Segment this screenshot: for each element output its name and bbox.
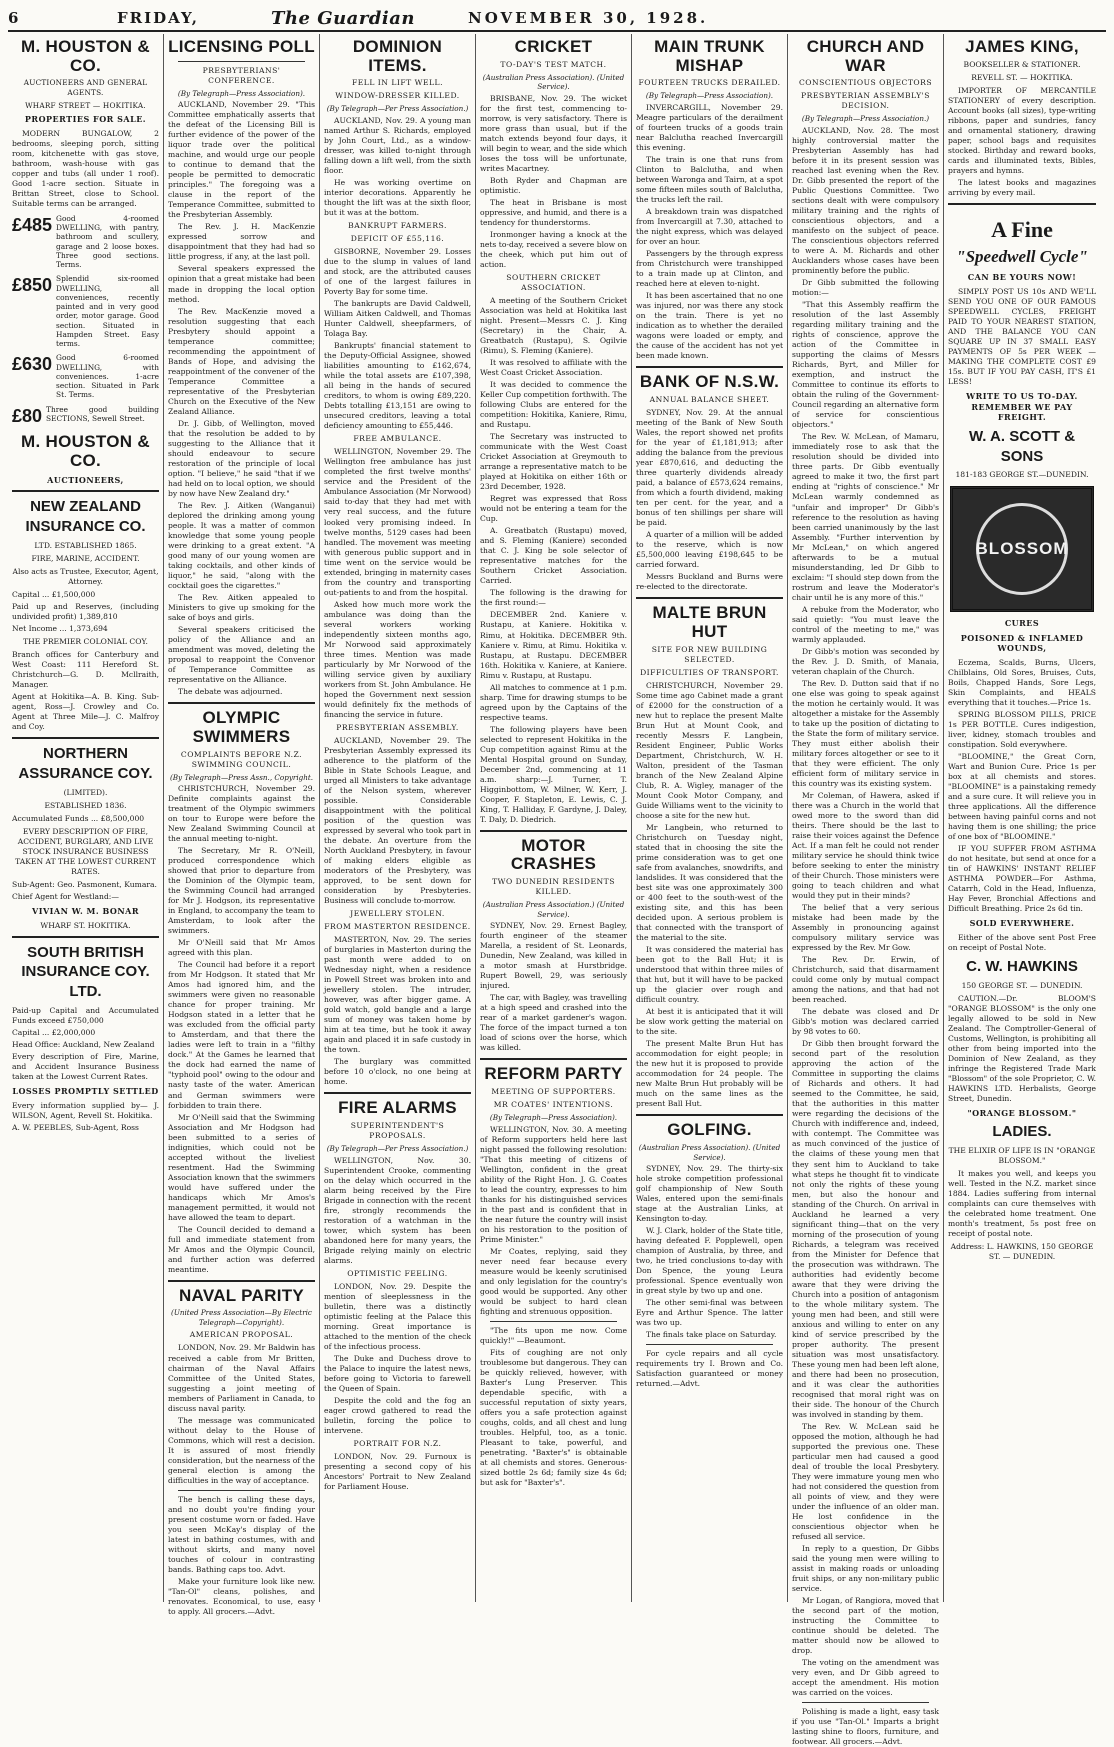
ad-display-title: A Fine xyxy=(991,216,1053,242)
article-paragraph: The burglary was committed before 10 o'clock, no one being at home. xyxy=(324,1057,471,1087)
article-paragraph: The Council had before it a report from Mr Hodgson. It stated that Mr Amos had ignored him, and the swimmers were given no reasonable chance for proper training. Mr Hodgson stated in a letter that he was excluded from the official party to Amsterdam, and that there the ladies were left to train in a "filthy dock." At the Games he learned that the dock had earned the name of "typhoid pool" owing to the odour and nasty taste of the water. American and German swimmers were forbidden to train there. xyxy=(168,960,315,1110)
article-paragraph: A breakdown train was dispatched from Invercargill at 7.30, attached to the night express, which was delayed for over an hour. xyxy=(636,207,783,247)
ad-line: REVELL ST. — HOKITIKA. xyxy=(971,72,1073,82)
article-paragraph: WELLINGTON, Nov. 30. Superintendent Crooke, commenting on the delay which occurred in the alarm being received by the Fire Brigade in connection with the recent fire, strongly recommends the restoration of a watchman in the tower, which system has been abandoned here for many years, the Brigade relying mainly on electric alarms. xyxy=(324,1155,471,1265)
ad-line: LTD. ESTABLISHED 1865. xyxy=(34,540,137,550)
article-paragraph: Mr Logan, of Rangiora, moved that the second part of the motion, instructing the Committee to continue should be deleted. The matter should now be allowed to drop. xyxy=(792,1596,939,1656)
logo-text: BLOSSOM xyxy=(975,539,1069,559)
article-paragraph: The Rev. D. Dutton said that if no one else was going to speak against the motion he certainly would. It was altogether a mistake for the Assembly to take up the position of dictating to the State the form of military service. They must either abolish their military forces altogether or see to it that they were efficient. The only efficient form of military service in this country was its existing system. xyxy=(792,678,939,788)
price-description: Good 6-roomed DWELLING, with conveniences. 1-acre section. Situated in Park St. Terms. xyxy=(56,353,159,400)
article-paragraph: W. J. Clark, holder of the State title, having defeated F. Popplewell, open champion of Australia, by three, and two, he tried conclusions to-day with Don Spence, the young Leura professional. Spence eventually won in great style by two up and one. xyxy=(636,1226,783,1296)
advertisement-text: Fits of coughing are not only troublesome but dangerous. They can be quickly relieved, however, with Baxter's Lung Preserver. This dependable specific, with a successful reputation of sixty years, offers you a safe protection against coughs, colds, and all chest and lung troubles. Helpful, too, as a tonic. Pleasant to take, powerful, and penetrating. "Baxter's" is obtainable at all chemists and stores. Generous-sized bottle 2s 6d; family size 4s 6d; but ask for "Baxter's". xyxy=(480,1347,627,1488)
ad-line: Also acts as Trustee, Executor, Agent, Attorney. xyxy=(12,566,159,586)
credit-line: (By Telegraph—Per Press Association.) xyxy=(326,1144,469,1154)
page-number: 6 xyxy=(8,9,19,27)
article-paragraph: Dr. J. Gibb, of Wellington, moved that the resolution be added to by suggesting to the Alliance that it should endeavour to secure restoration of the principle of local option. "I believe," he said "that if we had held on to local option, we should by now have New Zealand dry." xyxy=(168,418,315,498)
logo-ring xyxy=(976,503,1068,595)
article-paragraph: The voting on the amendment was very even, and Dr Gibb agreed to accept the amendment. His motion was carried on the voices. xyxy=(792,1658,939,1698)
article-paragraph: SYDNEY, Nov. 29. The thirty-six hole stroke competition professional golf championship of New South Wales, entered upon the semi-finals stage at the Australian Links, at Kensington to-day. xyxy=(636,1164,783,1224)
ad-line: ESTABLISHED 1836. xyxy=(44,800,127,810)
price-description: Good 4-roomed DWELLING, with pantry, bathroom and scullery, garage and 2 loose boxes. Three good sections. Terms. xyxy=(56,213,159,270)
advertisement-text: "The fits upon me now. Come quickly!" —Beaumont. xyxy=(480,1325,627,1345)
insurance-title: NEW ZEALAND INSURANCE CO. xyxy=(25,498,146,536)
article-paragraph: Asked how much more work the ambulance was doing than the several workers working independently sixteen months ago, Mr Norwood said approximately three times. Mention was made particularly by Mr Norwood of the willing service given by auxiliary workers from St. John Ambulance. He hoped the Government next session would definitely fix the methods of financing the service in future. xyxy=(324,599,471,719)
article-paragraph: Mr Coleman, of Hawera, asked if there was a Church in the world that owed more to the sword than did theirs. There should be the last to raise their voices against the Defence Act. If a man felt he could not render military service he should think twice before seeking to enter the ministry of their Church. Those ministers were going to teach children and what would they put in their minds? xyxy=(792,790,939,901)
subheading: DEFICIT OF £55,116. xyxy=(350,234,445,244)
ad-line: AUCTIONEERS, xyxy=(47,474,124,485)
ad-firm-title: M. HOUSTON & CO. xyxy=(21,37,150,75)
subheading: MEETING OF SUPPORTERS. xyxy=(491,1087,616,1097)
ad-line: WHARF STREET — HOKITIKA. xyxy=(25,100,146,110)
article-paragraph: He was working overtime on interior decorations. Apparently he thought the lift was at the sixth floor, but it was at the bottom. xyxy=(324,178,471,218)
divider xyxy=(802,1702,929,1703)
subheading: ANNUAL BALANCE SHEET. xyxy=(649,394,770,404)
column-4-news xyxy=(476,34,632,1602)
article-paragraph: SYDNEY, Nov. 29. Ernest Bagley, fourth engineer of the steamer Marella, a resident of St. Leonards, Dunedin, New Zealand, was killed in a motor smash at Hurstbridge. Rupert Bowell, 29, was seriously injured. xyxy=(480,921,627,991)
article-paragraph: "That this Assembly reaffirm the resolution of the last Assembly regarding military training and the rights of conscience, approve the action of the Committee in supporting the claims of Messrs Richards, Byrt, and Miller for exemption, and instruct the Committee to continue its efforts to obtain the ruling of the Government-Council regarding an alternative form of service for conscientious objectors." xyxy=(792,300,939,430)
ad-text: Agent at Hokitika—A. B. King. Sub-agent, Ross—J. Crowley and Co. Agent at Three Mile—J. C. Malfroy and Coy. xyxy=(12,692,159,732)
article-paragraph: Several speakers criticised the policy of the Alliance and an amendment was moved, deleting the proposal to reappoint the Convenor of Temperance Committee as representative on the Alliance. xyxy=(168,625,315,685)
subheading: BANKRUPT FARMERS. xyxy=(348,221,447,231)
divider xyxy=(636,597,783,599)
column-2-news xyxy=(164,34,320,1616)
ad-line: CURES xyxy=(1004,618,1040,629)
credit-line: (By Telegraph—Press Association). xyxy=(177,88,306,98)
ad-text: MODERN BUNGALOW, 2 bedrooms, sleeping porch, sitting room, kitchenette with gas stove, bathroom, wash-house with gas copper and tubs (all under 1 roof). Good 1-acre section. Situate in Brittan Street, close to School. Suitable terms can be arranged. xyxy=(12,128,159,208)
divider xyxy=(12,490,159,492)
advertisement-text: Make your furniture look like new. "Tan-Ol" cleans, polishes, and renovates. Economical, to use, easy to apply. All grocers.—Advt. xyxy=(168,1576,315,1616)
divider xyxy=(636,1114,783,1116)
ad-text: SPRING BLOSSOM PILLS, PRICE 1s PER BOTTLE. Cures indigestion, liver, kidney, stomach troubles and constipation. Sold everywhere. xyxy=(948,710,1096,750)
ad-line: (LIMITED). xyxy=(63,787,108,797)
headline: BANK OF N.S.W. xyxy=(639,372,780,392)
masthead xyxy=(8,6,1106,32)
article-paragraph: A. Greatbatch (Rustapu) moved, and S. Fleming (Kaniere) seconded that C. J. King be sole selector of representative matches for the Southern Cricket Association. Carried. xyxy=(480,526,627,586)
article-paragraph: Both Ryder and Chapman are optimistic. xyxy=(480,175,627,195)
ad-text: Every description of Fire, Marine, and Accident Insurance Business taken at the Lowest Current Rates. xyxy=(12,1051,159,1081)
price: £630 xyxy=(12,354,53,375)
article-paragraph: A meeting of the Southern Cricket Association was held at Hokitika last night. Present—Messrs C. J. King (Secretary) in the Chair, A. Greatbatch (Rustapu), S. Ogilvie (Rimu), S. Fleming (Kaniere). xyxy=(480,296,627,356)
price: £80 xyxy=(12,405,43,426)
subheading: SOUTHERN CRICKET ASSOCIATION. xyxy=(506,272,601,292)
article-paragraph: The Rev. Aitken appealed to Ministers to give up smoking for the sake of boys and girls. xyxy=(168,592,315,622)
divider xyxy=(490,1321,617,1322)
article-paragraph: INVERCARGILL, November 29. Meagre particulars of the derailment of fourteen trucks of a goods train near Balclutha reached Invercargill this evening. xyxy=(636,102,783,152)
ad-line: CAN BE YOURS NOW! xyxy=(967,272,1077,283)
ad-line: "ORANGE BLOSSOM." xyxy=(967,1107,1077,1118)
ad-line: WHARF ST. HOKITIKA. xyxy=(40,920,131,930)
columns xyxy=(8,34,1106,1747)
ad-text: Sub-Agent: Geo. Pasmonent, Kumara. xyxy=(12,879,157,889)
divider xyxy=(178,61,305,62)
article-paragraph: The Rev. Dr. Erwin, of Christchurch, said that disarmament could come only by mutual compact among the nations, and that had not been reached. xyxy=(792,955,939,1005)
ad-text: Accumulated Funds ... £8,500,000 xyxy=(12,813,145,823)
price: £850 xyxy=(12,275,53,296)
credit-line: (Australian Press Association.) (United Service). xyxy=(482,900,625,919)
ad-text: Net Income ... 1,373,694 xyxy=(12,624,108,634)
ad-line: BOOKSELLER & STATIONER. xyxy=(963,59,1081,69)
ad-text: Paid up and Reserves, (including undivided profit) 1,389,810 xyxy=(12,602,159,622)
headline: MAIN TRUNK MISHAP xyxy=(654,37,765,75)
ad-line: 181-183 GEORGE ST.—DUNEDIN. xyxy=(955,470,1089,480)
advertisement-text: Polishing is made a light, easy task if you use "Tan-Ol." Imparts a bright lasting shine to floors, furniture, and footwear. All grocers.—Advt. xyxy=(792,1707,939,1747)
divider xyxy=(324,1092,471,1094)
column-1-ads xyxy=(8,34,164,1602)
article-paragraph: Passengers by the through express from Christchurch were transhipped to a train made up at Clinton, and reached here at eleven to-night. xyxy=(636,249,783,289)
subheading: COMPLAINTS BEFORE N.Z. SWIMMING COUNCIL. xyxy=(180,749,303,769)
divider xyxy=(168,1280,315,1282)
subheading: FELL IN LIFT WELL. xyxy=(351,78,443,88)
article-paragraph: The debate was adjourned. xyxy=(178,687,283,697)
subheading: CONSCIENTIOUS OBJECTORS xyxy=(798,78,933,88)
article-paragraph: The heat in Brisbane is most oppressive, and humid, and there is a tendency for thunderstorms. xyxy=(480,197,627,227)
ad-firm-title: JAMES KING, xyxy=(965,37,1079,56)
blossom-logo xyxy=(950,486,1094,612)
article-paragraph: WELLINGTON, November 29. The Wellington free ambulance has just completed the first twelve months' service and the President of the Ambulance Association (Mr Norwood) said to-day that they had met with very real success, and the future looked very promising indeed. In twelve months, 5129 cases had been handled. The movement was meeting with generous public support and in time went on the service would be extended, bringing in maternity cases from the country and transporting out-patients to and from the hospital. xyxy=(324,447,471,597)
ad-text: Paid-up Capital and Accumulated Funds exceed £750,000 xyxy=(12,1005,159,1025)
article-paragraph: The train is one that runs from Clinton to Balclutha, and when between Waronga and Tairn, at a spot some fifteen miles south of Balclutha, the trucks left the rail. xyxy=(636,154,783,205)
insurance-title: SOUTH BRITISH INSURANCE COY. LTD. xyxy=(21,943,150,1001)
ad-text: Eczema, Scalds, Burns, Ulcers, Chilblains, Old Sores, Bruises, Cuts, Boils, Chapped Hands, Sore Legs, Skin Complaints, and HEALS everything that it touches.—Price 1s. xyxy=(948,657,1096,708)
subheading: JEWELLERY STOLEN. xyxy=(350,909,445,919)
article-paragraph: The car, with Bagley, was travelling at a high speed and crashed into the rear of a market gardener's wagon. The force of the impact turned a ton load of scions over the horse, which was killed. xyxy=(480,993,627,1053)
headline: LICENSING POLL xyxy=(168,37,315,56)
divider xyxy=(646,1344,773,1345)
divider xyxy=(12,737,159,739)
article-paragraph: Mr O'Neill said that the Swimming Association and Mr Hodgson had been submitted to a series of indignities, which could not be accepted without the liveliest resentment. Had the Swimming Association known that the swimmers would have suffered under the handicaps which Mr Amos's management permitted, it would not have allowed the team to depart. xyxy=(168,1112,315,1222)
credit-line: (Australian Press Association). (United Service). xyxy=(482,72,625,92)
ad-text: "BLOOMINE," the Great Corn, Wart and Bunion Cure. Price 1s per box at all chemists and stores. "BLOOMINE" is a painstaking remedy and a sure cure. It will relieve you in three applications. All the difference between having painful corns and not having them is one shilling; the price of one box of "BLOOMINE." xyxy=(948,752,1096,842)
ad-line: WRITE TO US TO-DAY. REMEMBER WE PAY FREIGHT. xyxy=(966,391,1078,423)
ad-line: AUCTIONEERS AND GENERAL AGENTS. xyxy=(23,78,148,97)
article-paragraph: The Rev. MacKenzie moved a resolution suggesting that each Presbytery should appoint a temperance committee; recommending the appointment of Bands of Hope, and advising the reappointment of the convener of the Temperance Committee a representative of the Presbyterian Church on the Executive of the New Zealand Alliance. xyxy=(168,306,315,416)
article-paragraph: At best it is anticipated that it will be slow work getting the material on to the site. xyxy=(636,1007,783,1037)
credit-line: (By Telegraph—Press Association.) xyxy=(801,114,930,124)
headline: CHURCH AND WAR xyxy=(806,37,925,75)
ad-line: PROPERTIES FOR SALE. xyxy=(24,114,147,125)
subheading: PRESBYTERIAN ASSEMBLY. xyxy=(336,722,459,732)
ad-text: CAUTION.—Dr. BLOOM'S "ORANGE BLOSSOM" is the only one legally allowed to be sold in New Zealand. The Comptroller-General of Customs, Wellington, is prohibiting all other from being imported into the Dominion of New Zealand, as they infringe the Registered Trade Mark "Blossom" of the sole Proprietor, C. W. HAWKINS LTD. Herbalists, George Street, Dunedin. xyxy=(948,993,1096,1103)
article-paragraph: The other semi-final was between Eyre and Arthur Spence. The latter was two up. xyxy=(636,1298,783,1328)
article-paragraph: The belief that a very serious mistake had been made by the Assembly in pronouncing against compulsory military service was expressed by the Rev. Mr Gow. xyxy=(792,903,939,953)
ad-text: Either of the above sent Post Free on receipt of Postal Note. xyxy=(948,932,1096,952)
ad-line: VIVIAN W. M. BONAR xyxy=(32,905,139,916)
article-paragraph: Dr Gibb then brought forward the second part of the resolution approving the action of the Committee in supporting the claims of Richards and others. It had seemed to the Committee, he said, that the authorities in this matter were regarding the decisions of the Church with indifference and, indeed, with contempt. The Committee was as much convinced of the justice of the claims of these young men that they sent him to Auckland to take what steps he thought fit to vindicate not only the rights of these young men, but also the honour and standing of the Church. On arrival in Auckland he learned a very significant thing—that on the very morning of the prosecution of young Richards, a telegram was received from the Minister for Defence that the prosecution was withdrawn. The authorities had evidently become aware that they were driving the Church into a position of antagonism to the whole military system. The young men had been, and still were anxious and willing to enter on any kind of service prescribed by the proper authority. The present situation was most unsatisfactory. These young men had been left alone, and there had been no prosecution, and it was clear the authorities recognised that moral right was on their side. The honour of the Church was involved in standing by them. xyxy=(792,1039,939,1419)
article-paragraph: All matches to commence at 1 p.m. sharp. Time for drawing stumps to be agreed upon by the Captains of the respective teams. xyxy=(480,682,627,722)
headline: OLYMPIC SWIMMERS xyxy=(192,708,291,746)
ad-text: Every information supplied by— J. WILSON, Agent, Revell St. Hokitika. xyxy=(12,1100,159,1120)
ad-line: LOSSES PROMPTLY SETTLED xyxy=(12,1086,159,1097)
ad-firm-title: C. W. HAWKINS xyxy=(966,957,1078,975)
masthead-date: NOVEMBER 30, 1928. xyxy=(468,9,709,27)
headline: DOMINION ITEMS. xyxy=(352,37,443,75)
ad-text: Head Office: Auckland, New Zealand xyxy=(12,1039,155,1049)
credit-line: (By Telegraph—Press Association). xyxy=(645,91,774,101)
advertisement-text: For cycle repairs and all cycle requirements try I. Brown and Co. Satisfaction guaranteed or money returned.—Advt. xyxy=(636,1349,783,1389)
ad-line: THE PREMIER COLONIAL COY. xyxy=(23,637,148,647)
article-paragraph: The Rev. J. Aitken (Wanganui) deplored the drinking among young people. It was a matter of common knowledge that some young people were drinking to a great extent. "A good many of our young women are taking cocktails, and other kinds of liquor," he said, "along with the cocktail goes the cigarettes." xyxy=(168,500,315,590)
credit-line: (By Telegraph—Press Association). xyxy=(489,1113,618,1123)
ad-text: IF YOU SUFFER FROM ASTHMA do not hesitate, but send at once for a tin of HAWKINS' INSTANT RELIEF ASTHMA POWDER—For Asthma, Catarrh, Cold in the Head, Influenza, Hay Fever, Bronchial Affections and Difficult Breathing. Price 2s 6d tin. xyxy=(948,844,1096,914)
credit-line: (United Press Association—By Electric Telegraph—Copyright). xyxy=(171,1308,312,1327)
subheading: MR COATES' INTENTIONS. xyxy=(493,1100,614,1110)
article-paragraph: The Rev. W. McLean, of Mamaru, immediately rose to ask that the resolution should be divided into three parts. Dr Gibb eventually agreed to make it two, the first part ending at "rights of conscience." Mr McLean warmly condemned as "unfair and improper" Dr Gibb's reference to the resolution as having been carried unanimously by the last Assembly. "Further intervention by Mr McLean," on which angered afterwards to be a mutual misunderstanding, led Dr Gibb to exclaim: "I should step down from the rostrum and leave the Moderator's chair until he is any more of this." xyxy=(792,432,939,602)
ad-text: A. W. PEEBLES, Sub-Agent, Ross xyxy=(12,1122,139,1132)
masthead-paper-title: The Guardian xyxy=(271,7,415,29)
subheading: DIFFICULTIES OF TRANSPORT. xyxy=(640,667,779,677)
article-paragraph: The Secretary was instructed to communicate with the West Coast Cricket Association at Greymouth to arrange a representative match to be played at Hokitika on either 16th or 23rd December, 1928. xyxy=(480,432,627,492)
article-paragraph: MASTERTON, Nov. 29. The series of burglaries in Masterton during the past month were added to on Wednesday night, when a residence in Powell Street was broken into and jewellery stolen. The intruder, however, was after bigger game. A gold watch, gold bangle and a large sum of money was taken home by him at tea time, but he took it away again and placed it in safe custody in the town. xyxy=(324,935,471,1055)
ad-line: FIRE, MARINE, ACCIDENT. xyxy=(31,553,140,563)
article-paragraph: Bankrupts' financial statement to the Deputy-Official Assignee, showed liabilities amounting to £162,674, while the total assets are £107,398, all being in the hands of secured creditors, to whom is owing £89,220. Debts totalling £13,151 are owing to unsecured creditors, leaving a total deficiency amounting to £55,446. xyxy=(324,341,471,431)
ad-text: SIMPLY POST US 10s AND WE'LL SEND YOU ONE OF OUR FAMOUS SPEEDWELL CYCLES, FREIGHT PAID TO YOUR NEAREST STATION, AND THE BALANCE YOU CAN SQUARE UP IN 37 SMALL EASY PAYMENTS OF 5s PER WEEK —MAKING THE COMPLETE COST £9 15s. BUT IF YOU PAY CASH, IT'S £1 LESS! xyxy=(948,286,1096,387)
ad-text: The latest books and magazines arriving by every mail. xyxy=(948,177,1096,197)
ad-text: Branch offices for Canterbury and West Coast: 111 Hereford St. Christchurch—G. D. Mcllraith, Manager. xyxy=(12,650,159,690)
headline: GOLFING. xyxy=(667,1120,752,1140)
article-paragraph: The Secretary, Mr R. O'Neill, produced correspondence which showed that prior to departure from the Dominion of the Olympic team, the Swimming Council had arranged for Mr J. Hodgson, its representative in England, to accompany the team to Amsterdam, to look after the swimmers. xyxy=(168,846,315,936)
ad-line: THE ELIXIR OF LIFE IS IN "ORANGE BLOSSOM." xyxy=(948,1146,1096,1166)
ad-text: Chief Agent for Westland:— xyxy=(12,891,119,901)
ad-display-title: "Speedwell Cycle" xyxy=(956,246,1088,266)
article-paragraph: The Council decided to demand a full and immediate statement from Mr Amos and the Olympic Council, and further action was deferred meantime. xyxy=(168,1224,315,1274)
price-description: Splendid six-roomed DWELLING, all conveniences, recently painted and in very good order, motor garage. Good section. Situated in Hampden Street. Easy terms. xyxy=(56,274,159,349)
article-paragraph: LONDON, Nov. 29. Despite the mention of sleeplessness in the bulletin, there was a distinctly optimistic feeling at the Palace this morning. Great importance is attached to the mention of the check of the infectious process. xyxy=(324,1281,471,1351)
article-paragraph: The Rev. J. H. MacKenzie expressed sorrow and disappointment that they had had so little progress, if any, at the last poll. xyxy=(168,222,315,262)
headline: MOTOR CRASHES xyxy=(510,835,597,874)
article-paragraph: Dr Gibb's motion was seconded by the Rev. J. D. Smith, of Manaia, veteran chaplain of the Church. xyxy=(792,646,939,676)
advertisement-text: The bench is calling these days, and no doubt you're finding your present costume worn or faded. Have you seen McKay's display of the latest in bathing costumes, with and without skirts, and many novel touches of colour in contrasting bands. Bathing caps too. Advt. xyxy=(168,1494,315,1574)
article-paragraph: The finals take place on Saturday. xyxy=(646,1330,777,1340)
divider xyxy=(480,830,627,832)
column-3-news xyxy=(320,34,476,1602)
article-paragraph: The debate was closed and Dr Gibb's motion was declared carried by 98 votes to 60. xyxy=(792,1007,939,1037)
subheading: PORTRAIT FOR N.Z. xyxy=(353,1439,442,1448)
article-paragraph: In reply to a question, Dr Gibbs said the young men were willing to assist in making roads or unloading fruit ships, or any non-military public service. xyxy=(792,1544,939,1594)
article-paragraph: Dr Gibb submitted the following motion:— xyxy=(792,278,939,298)
article-paragraph: Ironmonger having a knock at the nets to-day, received a severe blow on the cheek, which put him out of action. xyxy=(480,229,627,269)
article-paragraph: It has been ascertained that no one was injured, nor was there any stock on the train. There is yet no indication as to whether the derailed wagons were loaded or empty, and the cause of the accident has not yet been made known. xyxy=(636,291,783,361)
divider xyxy=(480,1058,627,1060)
article-paragraph: GISBORNE, November 29. Losses due to the slump in values of land and stock, are the attributed causes of one of the largest failures in Poverty Bay for some time. xyxy=(324,247,471,297)
article-paragraph: BRISBANE, Nov. 29. The wicket for the first test, commencing to-morrow, is very satisfactory. There is more grass than usual, but if the match extends beyond four days, it will begin to wear, and the side which loses the toss will be unfortunate, writes Macartney. xyxy=(480,93,627,173)
ad-display-title: LADIES. xyxy=(992,1123,1052,1141)
ad-line: 150 GEORGE ST. — DUNEDIN. xyxy=(961,980,1083,990)
article-paragraph: Despite the cold and the fog an eager crowd gathered to read the bulletin, forcing the police to intervene. xyxy=(324,1395,471,1435)
subheading: SITE FOR NEW BUILDING SELECTED. xyxy=(651,644,768,664)
ad-text: Capital ... £1,500,000 xyxy=(12,590,96,599)
headline: REFORM PARTY xyxy=(484,1064,623,1084)
headline: CRICKET xyxy=(514,37,593,56)
divider xyxy=(948,203,1096,205)
subheading: WINDOW-DRESSER KILLED. xyxy=(335,91,460,101)
insurance-title: NORTHERN ASSURANCE COY. xyxy=(18,745,153,782)
article-paragraph: It was decided to commence the Keller Cup competition forthwith. The following Clubs are entered for the competition: Hokitika, Kaniere, Rimu, and Rustapu. xyxy=(480,380,627,430)
article-paragraph: AUCKLAND, November 29. The Presbyterian Assembly expressed its adherence to the platform of the Bible in State Schools League, and urged all Ministers to take advantage of the Nelson system, wherever possible. Considerable disappointment with the political position of the question was expressed by several who took part in the debate. An overture from the North Auckland Presbytery, in favour of making elders eligible as moderators of the Presbytery, was approved, to be sent down for consideration by Presbyteries. Business will conclude to-morrow. xyxy=(324,735,471,906)
subheading: TWO DUNEDIN RESIDENTS KILLED. xyxy=(492,877,615,897)
article-paragraph: The following is the drawing for the first round:— xyxy=(480,588,627,608)
divider xyxy=(168,702,315,704)
price: £485 xyxy=(12,214,53,235)
subheading: PRESBYTERIANS' CONFERENCE. xyxy=(202,65,281,85)
article-paragraph: The present Malte Brun Hut has accommodation for eight people; in the new hut it is proposed to provide accommodation for 24 people. The new Malte Brun Hut probably will be much on the same lines as the present Ball Hut. xyxy=(636,1039,783,1109)
ad-text: It makes you well, and keeps you well. Tested in the N.Z. market since 1884. Ladies suffering from internal complaints can cure themselves with the celebrated home treatment. One month's treatment, 5s post free on receipt of postal note. xyxy=(948,1169,1096,1239)
article-paragraph: DECEMBER 2nd. Kaniere v. Rustapu, at Kaniere. Hokitika v. Rimu, at Hokitika. DECEMBER 9th. Kaniere v. Rimu, at Rimu. Hokitika v. Rustapu, at Rustapu. DECEMBER 16th. Hokitika v. Kaniere, at Kaniere. Rimu v. Rustapu, at Rustapu. xyxy=(480,610,627,680)
price-description: Three good building SECTIONS, Sewell Street. xyxy=(46,404,159,423)
subheading: FROM MASTERTON RESIDENCE. xyxy=(324,922,471,932)
subheading: PRESBYTERIAN ASSEMBLY'S DECISION. xyxy=(801,91,930,111)
headline: NAVAL PARITY xyxy=(178,1285,305,1305)
article-paragraph: A quarter of a million will be added to the reserve, which is now £5,500,000 leaving £198,645 to be carried forward. xyxy=(636,530,783,570)
price-listing xyxy=(12,214,159,270)
divider xyxy=(178,1490,305,1491)
ad-firm-title: W. A. SCOTT & SONS xyxy=(968,427,1076,465)
column-6-news xyxy=(788,34,944,1747)
article-paragraph: SYDNEY, Nov. 29. At the annual meeting of the Bank of New South Wales, the report showed net profits for the year of £1,181,913; after adding the balance from the previous year £870,616, and deducting the three quarterly dividends already paid, a balance of £573,624 remains, from which a fourth dividend, making ten per cent. for the year, and a bonus of ten shillings per share will be paid. xyxy=(636,407,783,528)
subheading: SUPERINTENDENT'S PROPOSALS. xyxy=(350,1121,445,1141)
ad-line: EVERY DESCRIPTION OF FIRE, ACCIDENT, BURGLARY, AND LIVE STOCK INSURANCE BUSINESS TAKEN AT THE LOWEST CURRENT RATES. xyxy=(15,826,156,876)
article-paragraph: Several speakers expressed the opinion that a great mistake had been made in dropping the local option method. xyxy=(168,264,315,304)
article-paragraph: AUCKLAND, November 29. "This Committee emphatically asserts that the defeat of the Licensing Bill is further evidence of the power of the liquor trade over the political machine, and would urge our people to continue to demand that the people be permitted to democratic principles." The foregoing was a clause in the report of the Temperance Committee, submitted to the Presbyterian Assembly. xyxy=(168,100,315,220)
article-paragraph: Regret was expressed that Ross would not be entering a team for the Cup. xyxy=(480,494,627,524)
article-paragraph: Mr Langbein, who returned to Christchurch on Tuesday night, stated that in choosing the site the prime consideration was to get one safe from avalanches, snowdrifts, and landslides. It was considered that the best site was one approximately 300 or 400 feet to the south-west of the existing site, and this has been decided upon. A serious problem is that connected with the transport of the material to the site. xyxy=(636,822,783,943)
credit-line: (By Telegraph—Per Press Association.) xyxy=(326,104,469,114)
article-paragraph: LONDON, Nov. 29. Furnoux is presenting a second copy of his Ancestors' Portrait to New Zealand for Parliament House. xyxy=(324,1452,471,1492)
headline: MALTE BRUN HUT xyxy=(652,603,767,641)
article-paragraph: CHRISTCHURCH, November 29. Some time ago Cabinet made a grant of £2000 for the construction of a new hut to replace the present Malte Brun Hut at Mount Cook, and recently Messrs F. Langbein, Resident Engineer, Public Works Department, Christchurch, W. H. Walton, president of the Tasman branch of the New Zealand Alpine Club, R. A. Wigley, manager of the Mount Cook Motor Company, and Guide Williams went to the vicinity to choose a site for the new hut. xyxy=(636,680,783,820)
article-paragraph: The Rev. W. McLean said he opposed the motion, although he had supported the previous one. These particular men had caused a good deal of trouble the local Presbytery. They were immature young men who had not considered the question from all points of view, and they were under the influence of an older man. He lost confidence in the conscientious objector when he refused all service. xyxy=(792,1421,939,1542)
ad-firm-title: M. HOUSTON & CO. xyxy=(21,432,150,471)
article-paragraph: Mr Coates, replying, said they never need fear because every measure would be keenly scrutinised and only legislation for the country's good would be supported. Any other would be subject to hard clean fighting and strenuous opposition. xyxy=(480,1246,627,1316)
article-paragraph: WELLINGTON, Nov. 30. A meeting of Reform supporters held here last night passed the following resolution: "That this meeting of citizens of Wellington, confident in the great ability of the Right Hon. J. G. Coates to lead the country, expresses to him thanks for his distinguished services in the past and is confident that in the near future the country will insist on his restoration to the position of Prime Minister." xyxy=(480,1124,627,1244)
article-paragraph: CHRISTCHURCH, November 29. Definite complaints against the treatment of the Olympic swimmers on tour to Europe were before the New Zealand Swimming Council at the annual meeting to-night. xyxy=(168,784,315,844)
ad-text: IMPORTER OF MERCANTILE STATIONERY of every description. Account books (all sizes), type-writing ribbons, paper and sundries, fancy and ornamental stationery, drawing paper, school bags and requisites stocked. Birthday and reward books, cards and illuminated texts, Bibles, prayers and hymns. xyxy=(948,85,1096,175)
ad-line: SOLD EVERYWHERE. xyxy=(969,918,1075,929)
headline: FIRE ALARMS xyxy=(338,1098,457,1118)
article-paragraph: AUCKLAND, Nov. 29. A young man named Arthur S. Richards, employed by John Court, Ltd., as a window-dresser, was killed to-night through falling down a lift well, from the sixth floor. xyxy=(324,115,471,175)
divider xyxy=(12,936,159,938)
article-paragraph: The bankrupts are David Caldwell, William Aitken Caldwell, and Thomas Hunter Caldwell, sheepfarmers, of Tolaga Bay. xyxy=(324,299,471,339)
credit-line: (By Telegraph—Press Assn., Copyright. xyxy=(169,772,314,782)
price-listing xyxy=(12,274,159,348)
article-paragraph: LONDON, Nov. 29. Mr Baldwin has received a cable from Mr Britten, chairman of the Naval Affairs Committee of the United States, suggesting a joint meeting of members of Parliament in Canada, to discuss naval parity. xyxy=(168,1343,315,1413)
column-7-ads xyxy=(944,34,1100,1602)
article-paragraph: It was considered the material has been got to the Ball Hut; it is understood that within three miles of that hut, but it will have to be packed up the glacier over rough and difficult country. xyxy=(636,945,783,1005)
ad-line: POISONED & INFLAMED WOUNDS, xyxy=(960,632,1084,654)
subheading: OPTIMISTIC FEELING. xyxy=(347,1268,448,1278)
masthead-day: FRIDAY, xyxy=(116,9,200,27)
article-paragraph: The message was communicated without delay to the House of Commons, which will rest a decision. It is assured of most friendly consideration, but the nearness of the general election is among the difficulties in the way of acceptance. xyxy=(168,1415,315,1485)
subheading: AMERICAN PROPOSAL. xyxy=(189,1330,294,1340)
ad-line: Address: L. HAWKINS, 150 GEORGE ST. — DUNEDIN. xyxy=(950,1242,1094,1262)
divider xyxy=(636,366,783,368)
article-paragraph: A rebuke from the Moderator, who said quietly: "You must leave the control of the meeting to me," was warmly applauded. xyxy=(792,604,939,644)
article-paragraph: Messrs Buckland and Burns were re-elected to the directorate. xyxy=(636,572,783,592)
column-5-news xyxy=(632,34,788,1602)
price-listing xyxy=(12,353,159,399)
subheading: FREE AMBULANCE. xyxy=(353,434,442,444)
article-paragraph: It was resolved to affiliate with the West Coast Cricket Association. xyxy=(480,358,627,378)
article-paragraph: AUCKLAND, Nov. 28. The most highly controversial matter the Presbyterian Assembly has had before it in its present session was reached last evening when the Rev. Dr. Gibb presented the report of the Public Questions Committee. Two sections dealt with were compulsory military training and the rights of conscientious objectors, and a manifesto on the subject of peace. The conscientious objectors referred to were A. M. Richards and other Aucklanders whose cases have been prominently before the public. xyxy=(792,125,939,276)
article-paragraph: The Duke and Duchess drove to the Palace to inquire the latest news, before going to Victoria to farewell the Queen of Spain. xyxy=(324,1353,471,1393)
credit-line: (Australian Press Association). (United Service). xyxy=(638,1143,781,1162)
subheading: TO-DAY'S TEST MATCH. xyxy=(500,59,607,69)
ad-text: Capital ... £2,000,000 xyxy=(12,1027,96,1037)
subheading: FOURTEEN TRUCKS DERAILED. xyxy=(638,78,781,88)
price-listing xyxy=(12,405,159,429)
article-paragraph: The following players have been selected to represent Hokitika in the Cup competition against Rimu at the Mental Hospital ground on Sunday, December 2nd, commencing at 11 a.m. sharp:—J. Turner, T. Higginbottom, W. Milner, W. Kerr, J. Cooper, F. Stapleton, E. Lewis, C. J. King, T. Halliday, F. Gardyne, J. Daley, T. Daly, D. Diedrich. xyxy=(480,724,627,824)
article-paragraph: Mr O'Neill said that Mr Amos agreed with this plan. xyxy=(168,938,315,958)
